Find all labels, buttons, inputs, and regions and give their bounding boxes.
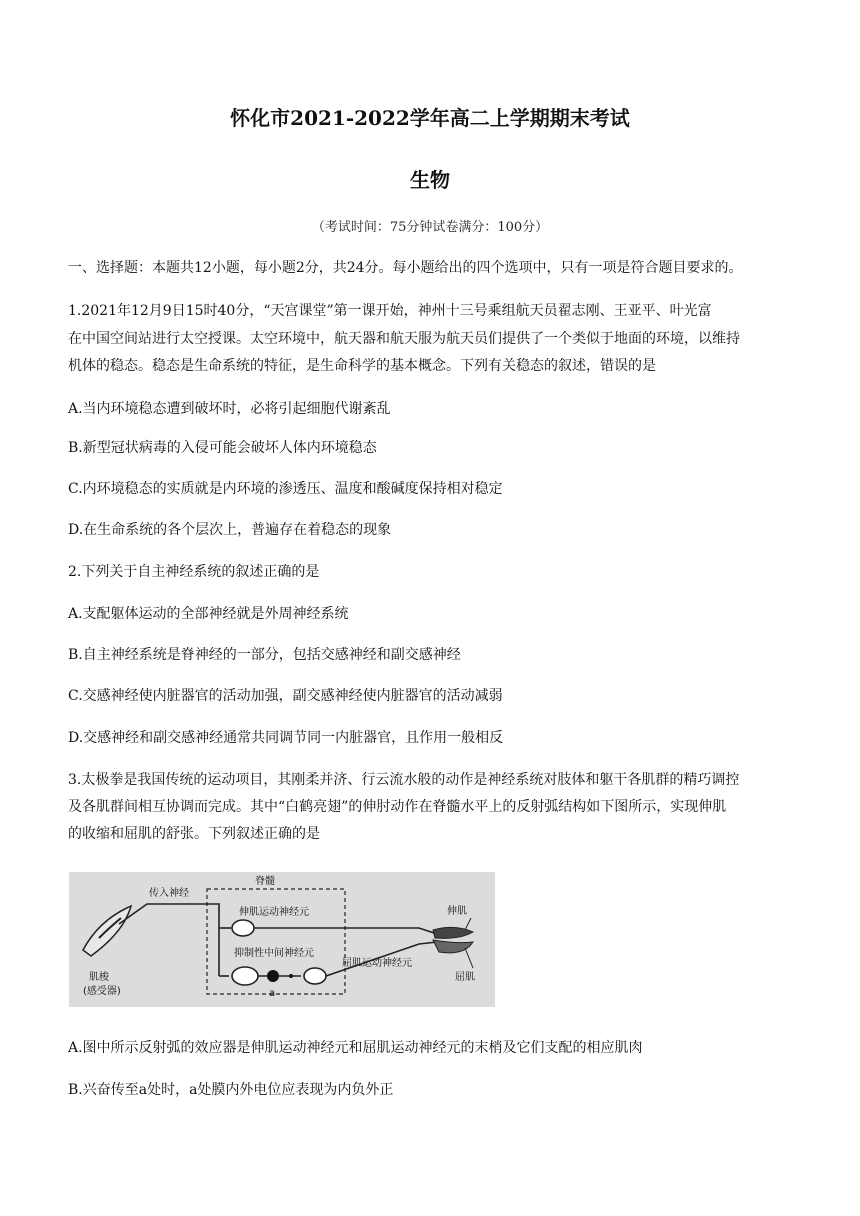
q3-stem-line: 及各肌群间相互协调而完成。其中“白鹤亮翅”的伸肘动作在脊髓水平上的反射弧结构如下图所示，实现伸肌 [68,799,727,815]
q1-option-d: D.在生命系统的各个层次上，普遍存在着稳态的现象 [68,522,392,538]
afferent-nerve-line [119,904,209,924]
q1-stem-line: 机体的稳态。稳态是生命系统的特征，是生命科学的基本概念。下列有关稳态的叙述，错误的是 [68,358,656,374]
q2-stem: 2.下列关于自主神经系统的叙述正确的是 [68,564,320,580]
label-inhibitory-interneuron: 抑制性中间神经元 [234,948,314,959]
section-heading: 一、选择题：本题共12小题，每小题2分，共24分。每小题给出的四个选项中，只有一项是符合题目要求的。 [68,260,743,276]
extensor-pointer [465,918,471,930]
flexor-motor-neuron [304,968,326,984]
label-extensor: 伸肌 [447,906,467,917]
exam-title: 怀化市2021-2022学年高二上学期期末考试 [230,106,630,130]
afferent-branch-line [209,904,219,976]
interneuron-outline [232,967,258,985]
q3-option-a: A.图中所示反射弧的效应器是伸肌运动神经元和屈肌运动神经元的末梢及它们支配的相应肌肉 [68,1040,643,1056]
reflex-arc-figure [69,872,495,1007]
q2-option-a: A.支配躯体运动的全部神经就是外周神经系统 [68,606,349,622]
label-flexor-motor-neuron: 屈肌运动神经元 [342,958,412,969]
flexor-pointer [465,948,473,968]
q3-stem-line: 的收缩和屈肌的舒张。下列叙述正确的是 [68,826,320,842]
label-flexor: 屈肌 [455,972,475,983]
label-receptor: (感受器) [83,986,121,997]
q1-option-c: C.内环境稳态的实质就是内环境的渗透压、温度和酸碱度保持相对稳定 [68,481,503,497]
label-spindle: 肌梭 [89,972,109,983]
q3-option-b: B.兴奋传至a处时，a处膜内外电位应表现为内负外正 [68,1082,394,1098]
label-point-a: a [269,988,276,999]
q3-stem-line: 3.太极拳是我国传统的运动项目，其刚柔并济、行云流水般的动作是神经系统对肢体和躯干各肌群的精巧调控 [68,772,740,788]
q1-stem-line: 在中国空间站进行太空授课。太空环境中，航天器和航天服为航天员们提供了一个类似于地面的环境，以维持 [68,331,740,347]
inhibitory-interneuron [267,970,279,982]
label-spinal-cord: 脊髓 [255,876,275,887]
reflex-arc-diagram [69,872,495,1007]
label-afferent: 传入神经 [149,888,189,899]
q1-stem-line: 1.2021年12月9日15时40分，“天宫课堂”第一课开始，神州十三号乘组航天员翟志刚、王亚平、叶光富 [68,303,712,319]
q1-option-a: A.当内环境稳态遭到破坏时，必将引起细胞代谢紊乱 [68,401,391,417]
q2-option-b: B.自主神经系统是脊神经的一部分，包括交感神经和副交感神经 [68,647,461,663]
label-extensor-motor-neuron: 伸肌运动神经元 [239,907,309,918]
extensor-motor-neuron [232,920,254,936]
q1-option-b: B.新型冠状病毒的入侵可能会破坏人体内环境稳态 [68,440,377,456]
flexor-muscle [433,940,473,953]
extensor-muscle [433,927,473,938]
q2-option-c: C.交感神经使内脏器官的活动加强，副交感神经使内脏器官的活动减弱 [68,688,503,704]
exam-info: （考试时间：75分钟试卷满分：100分） [311,220,549,235]
point-a-dot [289,974,293,978]
subject-title: 生物 [410,168,450,192]
q2-option-d: D.交感神经和副交感神经通常共同调节同一内脏器官，且作用一般相反 [68,730,504,746]
